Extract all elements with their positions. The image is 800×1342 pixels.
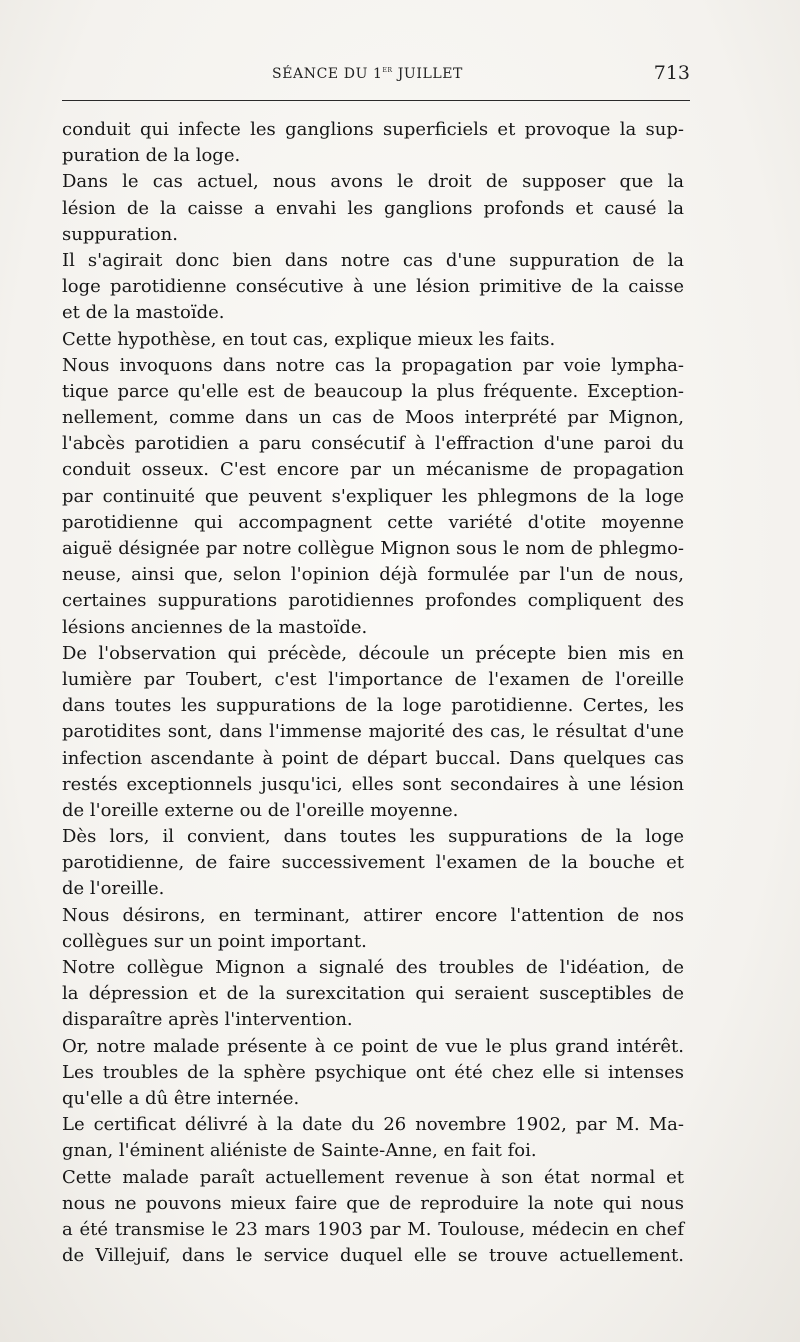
text-line: Nous invoquons dans notre cas la propagation par voie lympha- — [62, 354, 684, 376]
text-line: collègues sur un point important. — [62, 930, 367, 952]
text-line: puration de la loge. — [62, 145, 241, 167]
text-line: lésions anciennes de la mastoïde. — [62, 616, 368, 638]
text-line: Cette malade paraît actuellement revenue à son état normal et — [62, 1166, 684, 1188]
text-line: qu'elle a dû être internée. — [62, 1087, 300, 1109]
text-line: parotidienne qui accompagnent cette variété d'otite moyenne — [62, 511, 684, 533]
text-line: tique parce qu'elle est de beaucoup la plus fréquente. Exception- — [62, 380, 684, 402]
text-line: neuse, ainsi que, selon l'opinion déjà formulée par l'un de nous, — [62, 564, 684, 586]
text-line: conduit qui infecte les ganglions superficiels et provoque la sup- — [62, 119, 684, 140]
text-line: conduit osseux. C'est encore par un mécanisme de propagation — [62, 459, 684, 481]
text-line: Dès lors, il convient, dans toutes les suppurations de la loge — [62, 826, 684, 848]
text-line: Les troubles de la sphère psychique ont été chez elle si intenses — [62, 1061, 684, 1083]
text-line: la dépression et de la surexcitation qui seraient susceptibles de — [62, 983, 684, 1005]
running-title-superscript: er — [382, 65, 393, 75]
text-line: nous ne pouvons mieux faire que de reproduire la note qui nous — [62, 1192, 684, 1214]
running-title-suffix: JUILLET — [392, 66, 463, 82]
text-line: a été transmise le 23 mars 1903 par M. Toulouse, médecin en chef — [62, 1218, 684, 1240]
text-line: aiguë désignée par notre collègue Mignon sous le nom de phlegmo- — [62, 538, 684, 559]
text-line: Or, notre malade présente à ce point de vue le plus grand intérêt. — [62, 1035, 684, 1057]
text-line: de l'oreille. — [62, 878, 165, 900]
text-line: Dans le cas actuel, nous avons le droit de supposer que la — [62, 171, 684, 193]
text-line: de Villejuif, dans le service duquel elle se trouve actuellement. — [62, 1245, 684, 1267]
text-line: gnan, l'éminent aliéniste de Sainte-Anne, en fait foi. — [62, 1140, 537, 1162]
text-line: parotidites sont, dans l'immense majorité des cas, le résultat d'une — [62, 721, 684, 743]
text-line: Notre collègue Mignon a signalé des troubles de l'idéation, de — [62, 957, 684, 978]
text-line: parotidienne, de faire successivement l'examen de la bouche et — [62, 852, 684, 874]
text-line: lésion de la caisse a envahi les ganglions profonds et causé la — [62, 197, 684, 219]
text-line: l'abcès parotidien a paru consécutif à l'effraction d'une paroi du — [62, 433, 684, 455]
text-line: et de la mastoïde. — [62, 302, 225, 324]
page-header — [62, 62, 690, 86]
text-line: par continuité que peuvent s'expliquer les phlegmons de la loge — [62, 485, 684, 507]
text-line: certaines suppurations parotidiennes profondes compliquent des — [62, 590, 684, 612]
text-line: disparaître après l'intervention. — [62, 1009, 353, 1031]
text-line: loge parotidienne consécutive à une lésion primitive de la caisse — [62, 276, 684, 298]
text-line: Cette hypothèse, en tout cas, explique mieux les faits. — [62, 328, 556, 350]
text-line: Nous désirons, en terminant, attirer encore l'attention de nos — [62, 904, 684, 926]
text-line: dans toutes les suppurations de la loge parotidienne. Certes, les — [62, 695, 684, 717]
header-rule — [62, 100, 690, 101]
text-line: Il s'agirait donc bien dans notre cas d'une suppuration de la — [62, 249, 684, 271]
text-line: lumière par Toubert, c'est l'importance de l'examen de l'oreille — [62, 668, 684, 690]
text-line: De l'observation qui précède, découle un précepte bien mis en — [62, 642, 684, 664]
text-line: de l'oreille externe ou de l'oreille moyenne. — [62, 799, 459, 821]
body-text — [62, 117, 684, 1269]
text-line: suppuration. — [62, 223, 178, 245]
running-title — [272, 65, 463, 82]
text-line: infection ascendante à point de départ buccal. Dans quelques cas — [62, 747, 684, 769]
running-title-prefix: SÉANCE DU 1 — [272, 66, 383, 82]
text-line: restés exceptionnels jusqu'ici, elles sont secondaires à une lésion — [62, 773, 684, 795]
text-line: Le certificat délivré à la date du 26 novembre 1902, par M. Ma- — [62, 1114, 684, 1136]
page-number: 713 — [653, 62, 690, 84]
text-line: nellement, comme dans un cas de Moos interprété par Mignon, — [62, 407, 684, 429]
